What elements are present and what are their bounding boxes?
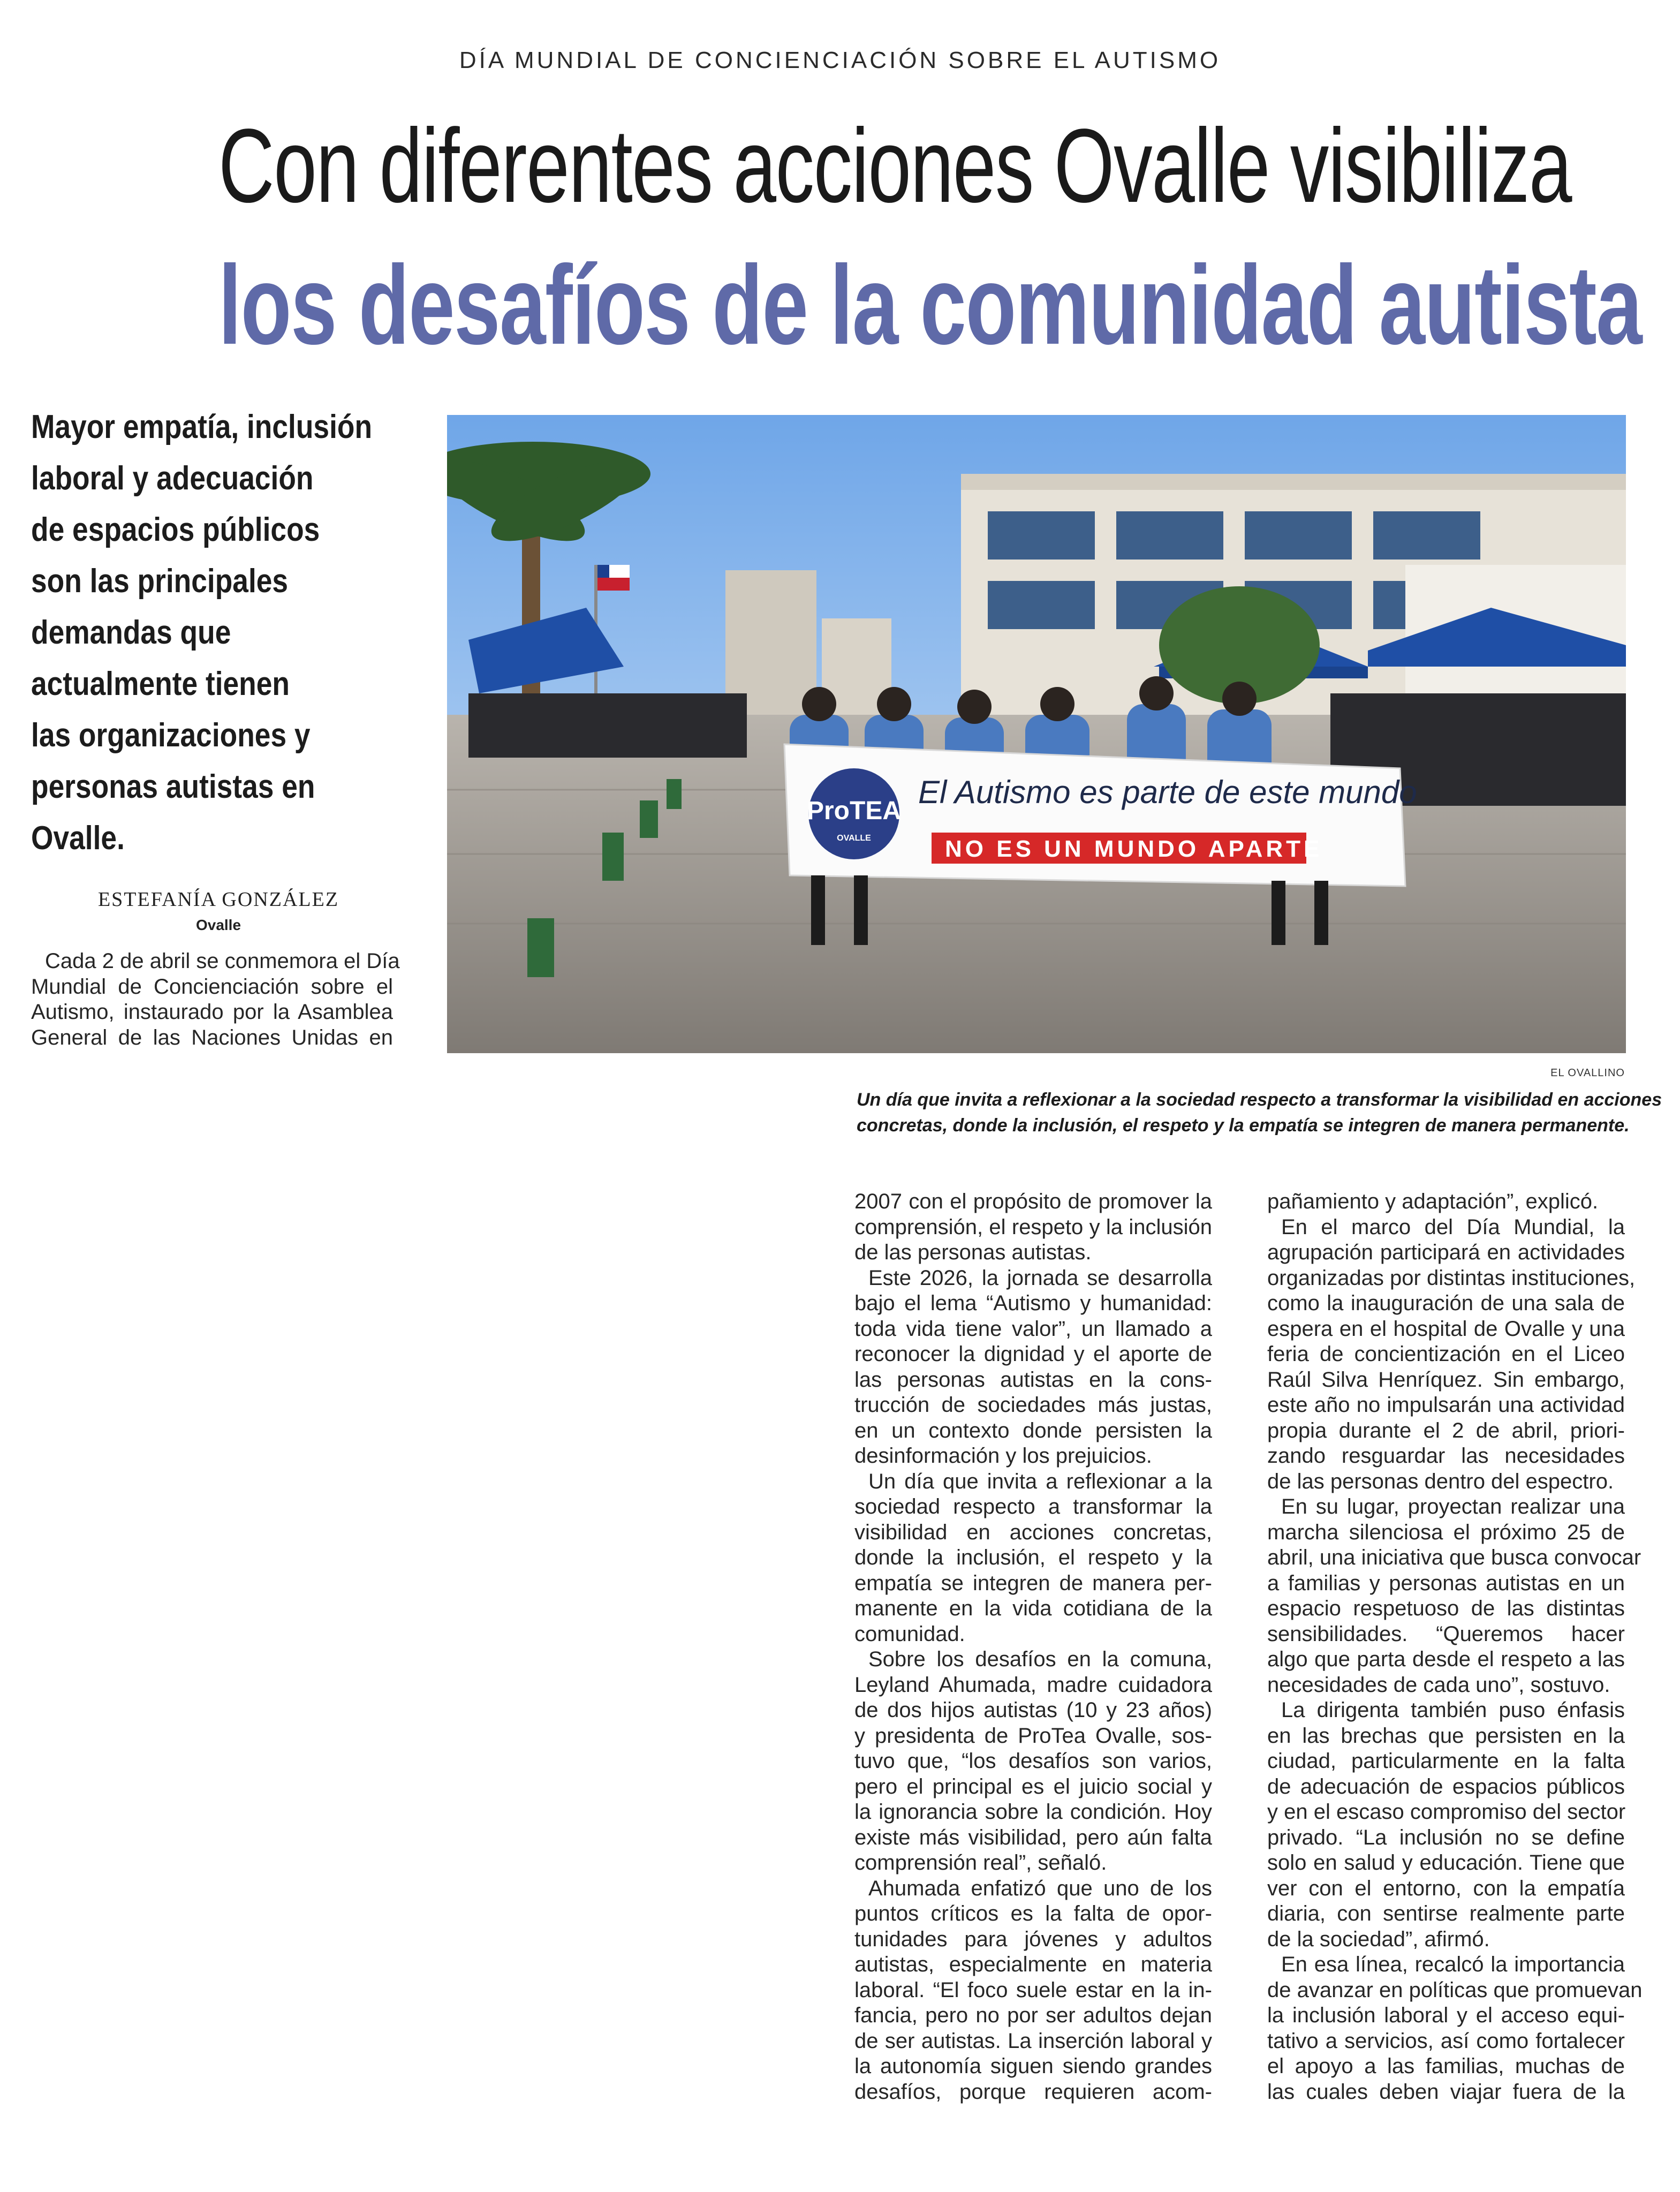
headline-line-2: los desafíos de la comunidad autista (218, 242, 1642, 368)
text-line: Ahumada enfatizó que uno de los (868, 1876, 1212, 1900)
text-line: Sobre los desafíos en la comuna, (868, 1647, 1212, 1671)
text-line: comunidad. (854, 1622, 965, 1646)
text-line: laboral. “El foco suele estar en la in- (854, 1978, 1212, 2002)
text-line: necesidades de cada uno”, sostuvo. (1267, 1673, 1610, 1697)
text-line: espera en el hospital de Ovalle y una (1267, 1317, 1625, 1341)
text-line: en las brechas que persisten en la (1267, 1724, 1625, 1748)
text-line: visibilidad en acciones concretas, (854, 1520, 1212, 1544)
deck-line: personas autistas en (31, 768, 315, 805)
text-line: Un día que invita a reflexionar a la (868, 1469, 1212, 1493)
text-line: Leyland Ahumada, madre cuidadora (854, 1673, 1212, 1697)
text-line: agrupación participará en actividades (1267, 1241, 1625, 1264)
text-line: toda vida tiene valor”, un llamado a (854, 1317, 1212, 1341)
text-line: sociedad respecto a transformar la (854, 1495, 1212, 1518)
text-line: de avanzar en políticas que promuevan (1267, 1978, 1643, 2002)
section-label: DÍA MUNDIAL DE CONCIENCIACIÓN SOBRE EL AUTISMO (459, 47, 1221, 73)
text-line: de ser autistas. La inserción laboral y (854, 2029, 1212, 2053)
text-line: fancia, pero no por ser adultos dejan (854, 2004, 1212, 2027)
text-line: manente en la vida cotidiana de la (854, 1597, 1212, 1620)
text-line: bajo el lema “Autismo y humanidad: (854, 1291, 1212, 1315)
text-line: privado. “La inclusión no se define (1267, 1825, 1625, 1849)
text-line: diaria, con sentirse realmente parte (1267, 1902, 1625, 1925)
text-line: organizadas por distintas instituciones, (1267, 1266, 1636, 1290)
text-line: abril, una iniciativa que busca convocar (1267, 1546, 1641, 1569)
text-line: este año no impulsarán una actividad (1267, 1393, 1625, 1417)
text-line: de las personas autistas. (854, 1241, 1092, 1264)
article-photo (447, 415, 1626, 1053)
text-line: propia durante el 2 de abril, priori- (1267, 1418, 1625, 1442)
deck (31, 402, 406, 864)
text-line: sensibilidades. “Queremos hacer (1267, 1622, 1625, 1646)
deck-line: laboral y adecuación (31, 460, 314, 497)
deck-line: Ovalle. (31, 820, 125, 857)
byline-location: Ovalle (195, 917, 241, 933)
text-line: ciudad, particularmente en la falta (1267, 1749, 1625, 1773)
text-line: de adecuación de espacios públicos (1267, 1774, 1625, 1798)
photo-caption (857, 1087, 1662, 1138)
march-scene (447, 415, 1626, 1053)
text-line: Raúl Silva Henríquez. Sin embargo, (1267, 1367, 1625, 1392)
text-line: como la inauguración de una sala de (1267, 1291, 1625, 1315)
text-line: tuvo que, “los desafíos son varios, (854, 1749, 1212, 1773)
text-line: ver con el entorno, con la empatía (1267, 1876, 1625, 1900)
caption-line: concretas, donde la inclusión, el respeto y la empatía se integren de manera permanente. (857, 1115, 1630, 1136)
text-line: existe más visibilidad, pero aún falta (854, 1825, 1212, 1849)
text-line: el apoyo a las familias, muchas de (1267, 2054, 1625, 2078)
banner-text: El Autismo es parte de este mundo (918, 774, 1417, 810)
photo-credit: EL OVALLINO (1550, 1067, 1625, 1079)
text-line: Autismo, instaurado por la Asamblea (31, 1000, 393, 1024)
text-line: zando resguardar las necesidades (1267, 1444, 1625, 1468)
text-line: en un contexto donde persisten la (854, 1418, 1212, 1442)
text-line: autistas, especialmente en materia (854, 1953, 1212, 1976)
text-line: las cuales deben viajar fuera de la (1267, 2080, 1625, 2104)
article-column-middle (854, 1189, 1212, 2105)
text-line: En esa línea, recalcó la importancia (1281, 1953, 1625, 1976)
text-line: solo en salud y educación. Tiene que (1267, 1851, 1625, 1874)
text-line: Mundial de Concienciación sobre el (31, 974, 393, 999)
headline-line-1: Con diferentes acciones Ovalle visibiliza (218, 107, 1572, 224)
banner-subtext: NO ES UN MUNDO APARTE (945, 836, 1323, 862)
text-line: desinformación y los prejuicios. (854, 1444, 1152, 1468)
text-line: la ignorancia sobre la condición. Hoy (854, 1800, 1212, 1824)
caption-line: Un día que invita a reflexionar a la sociedad respecto a transformar la visibilidad en acciones (857, 1090, 1662, 1110)
text-line: las personas autistas en la cons- (854, 1367, 1212, 1392)
text-line: empatía se integren de manera per- (854, 1571, 1212, 1595)
article-column-right (1267, 1189, 1643, 2105)
text-line: puntos críticos es la falta de opor- (854, 1902, 1212, 1925)
deck-line: son las principales (31, 563, 289, 600)
text-line: desafíos, porque requieren acom- (854, 2080, 1212, 2104)
text-line: General de las Naciones Unidas en (31, 1025, 393, 1049)
text-line: La dirigenta también puso énfasis (1281, 1698, 1625, 1722)
text-line: Cada 2 de abril se conmemora el Día (45, 949, 400, 973)
text-line: y presidenta de ProTea Ovalle, sos- (854, 1724, 1212, 1748)
text-line: comprensión, el respeto y la inclusión (854, 1215, 1212, 1239)
text-line: trucción de sociedades más justas, (854, 1393, 1212, 1417)
text-line: de las personas dentro del espectro. (1267, 1469, 1614, 1493)
article-column-left (31, 949, 400, 1050)
text-line: marcha silenciosa el próximo 25 de (1267, 1520, 1625, 1544)
text-line: algo que parta desde el respeto a las (1267, 1647, 1625, 1671)
text-line: Este 2026, la jornada se desarrolla (868, 1266, 1212, 1290)
text-line: de dos hijos autistas (10 y 23 años) (854, 1698, 1212, 1722)
text-line: 2007 con el propósito de promover la (854, 1190, 1212, 1213)
deck-line: de espacios públicos (31, 511, 320, 548)
deck-line: actualmente tienen (31, 666, 290, 702)
text-line: En su lugar, proyectan realizar una (1281, 1495, 1625, 1518)
text-line: espacio respetuoso de las distintas (1267, 1597, 1625, 1620)
deck-line: las organizaciones y (31, 717, 311, 754)
text-line: de la sociedad”, afirmó. (1267, 1927, 1490, 1951)
logo-subtext: OVALLE (837, 834, 871, 843)
logo-text: ProTEA (806, 797, 902, 825)
text-line: reconocer la dignidad y el aporte de (854, 1342, 1212, 1366)
text-line: En el marco del Día Mundial, la (1281, 1215, 1625, 1239)
text-line: la inclusión laboral y el acceso equi- (1267, 2004, 1625, 2027)
text-line: donde la inclusión, el respeto y la (854, 1546, 1212, 1569)
text-line: pañamiento y adaptación”, explicó. (1267, 1190, 1599, 1213)
text-line: y en el escaso compromiso del sector (1267, 1800, 1626, 1824)
text-line: tunidades para jóvenes y adultos (854, 1927, 1212, 1951)
deck-line: demandas que (31, 614, 231, 651)
text-line: tativo a servicios, así como fortalecer (1267, 2029, 1625, 2053)
text-line: feria de concientización en el Liceo (1267, 1342, 1625, 1366)
text-line: la autonomía siguen siendo grandes (854, 2054, 1212, 2078)
byline-author: ESTEFANÍA GONZÁLEZ (97, 888, 339, 911)
text-line: pero el principal es el juicio social y (854, 1774, 1212, 1798)
deck-line: Mayor empatía, inclusión (31, 409, 373, 445)
text-line: comprensión real”, señaló. (854, 1851, 1107, 1874)
text-line: a familias y personas autistas en un (1267, 1571, 1625, 1595)
